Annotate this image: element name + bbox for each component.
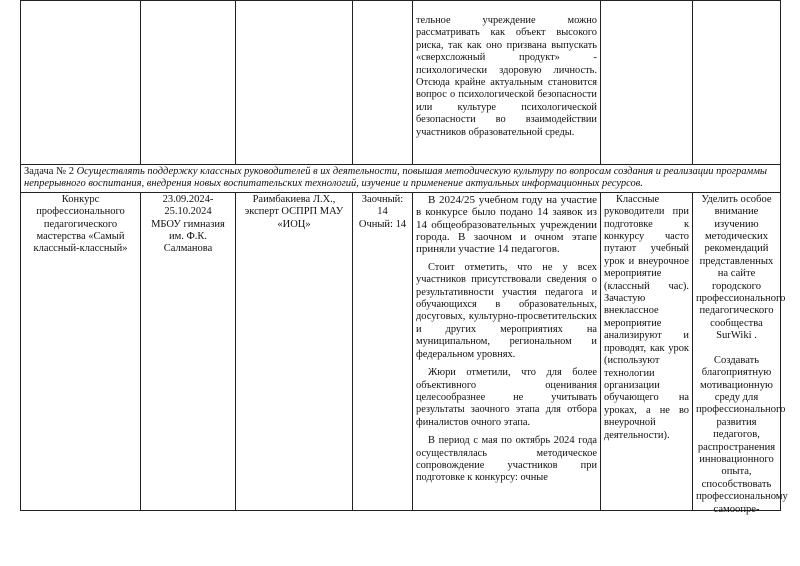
table-row xyxy=(21,192,781,510)
recommendations-cell xyxy=(693,192,788,515)
participants-inperson: Очный: 14 xyxy=(358,218,407,230)
participants-cell xyxy=(353,192,413,510)
event-cell xyxy=(21,192,141,510)
analysis-paragraph: В 2024/25 учебном году на участие в конкурсе было подано 14 заявок из 14 общеобразовательных учреждении города. В заочном и очном этапе приняли участие 14 педагогов. xyxy=(416,193,597,256)
task-label: Задача № 2 xyxy=(24,166,74,177)
responsible-person: Раимбакиева Л.Х., эксперт ОСПРП МАУ «ИОЦ» xyxy=(244,193,344,230)
problems-cell xyxy=(601,192,693,510)
recommendation-item: Уделить особое внимание изучению методических рекомендаций представленных на сайте городского профессионального педагогического сообщества SurWiki . xyxy=(696,193,786,342)
continuation-text: тельное учреждение можно рассматривать как объект высокого риска, так как оно призвана выпускать «сверхсложный продукт» - психологически здоровую личность. Отсюда крайне актуальным становится вопрос о психологической безопасности или культуре психологической безопасности во взаимодействии участников образовательной среды. xyxy=(413,1,601,165)
event-dates: 23.09.2024-25.10.2024 xyxy=(162,193,214,218)
participants-distance: Заочный: 14 xyxy=(361,193,404,218)
report-table xyxy=(20,0,788,515)
continuation-row xyxy=(21,1,781,165)
responsible-cell xyxy=(236,192,353,510)
event-venue: МБОУ гимназия им. Ф.К. Салманова xyxy=(151,218,225,255)
task-row xyxy=(21,165,781,193)
analysis-cell xyxy=(413,192,601,510)
problems-text: Классные руководители при подготовке к конкурсу часто путают учебный урок и внеурочное мероприятие (классный час). Зачастую внеклассное мероприятие анализируют и проводят, как урок (используют технологии организации обучающего на уроках, а не во внеурочной деятельности). xyxy=(604,193,689,441)
recommendation-item: Создавать благоприятную мотивационную среду для профессионального развития педагогов, распространения инновационного опыта, способствовать профессиональному самоопре- xyxy=(696,354,788,515)
task-description: Осуществлять поддержку классных руководителей в их деятельности, повышая методическую культуру по вопросам создания и реализации программы непрерывного воспитания, внедрения новых воспитательских технологий, изучение и применение актуальных информационных ресурсов. xyxy=(24,166,768,190)
analysis-paragraph: Стоит отметить, что не у всех участников присутствовали сведения о результативности участия педагога и обучающихся в образовательных, досуговых, культурно-просветительских и других мероприятиях на муниципальном, региональном и федеральном уровнях. xyxy=(416,261,597,360)
analysis-paragraph: В период с мая по октябрь 2024 года осуществлялась методическое сопровождение участников при подготовке к конкурсу: очные xyxy=(416,435,597,484)
dates-cell xyxy=(141,192,236,510)
analysis-paragraph: Жюри отметили, что для более объективного оценивания целесообразнее не учитывать результаты заочного этапа для отбора финалистов очного этапа. xyxy=(416,367,597,428)
event-name: Конкурс профессионального педагогического мастерства «Самый классный-классный» xyxy=(33,193,128,255)
